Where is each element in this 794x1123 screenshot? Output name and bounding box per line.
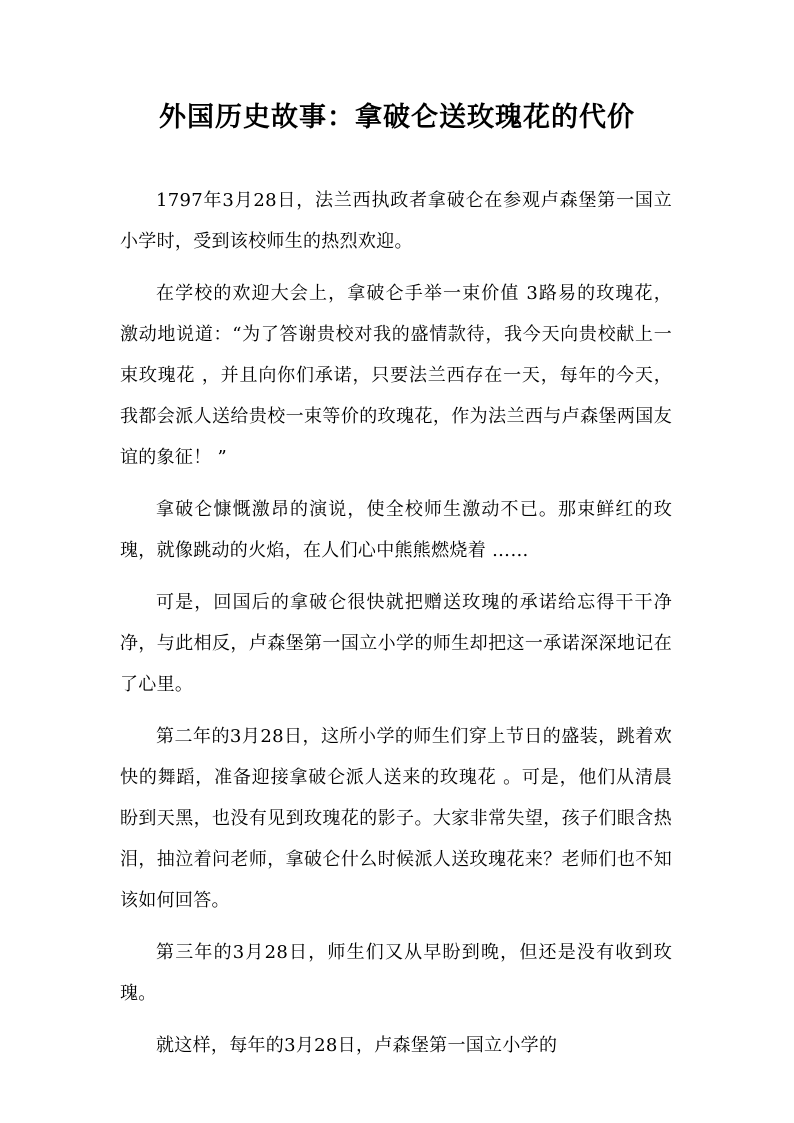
paragraph: 可是，回国后的拿破仑很快就把赠送玫瑰的承诺给忘得干干净净，与此相反，卢森堡第一国立小学的师生却把这一承诺深深地记在了心里。 <box>120 592 672 695</box>
paragraph: 1797年3月28日，法兰西执政者拿破仑在参观卢森堡第一国立小学时，受到该校师生的热烈欢迎。 <box>120 190 672 252</box>
paragraph: 在学校的欢迎大会上，拿破仑手举一束价值 3路易的玫瑰花， 激动地说道：“为了答谢贵校对我的盛情款待，我今天向贵校献上一束玫瑰花 ，并且向你们承诺，只要法兰西存在一天，每年的今天，我都会派人送给贵校一束等价的玫瑰花，作为法兰西与卢森堡两国友谊的象征！ ” <box>120 283 672 468</box>
paragraph: 拿破仑慷慨激昂的演说，使全校师生激动不已。那束鲜红的玫瑰，就像跳动的火焰，在人们心中熊熊燃烧着 …… <box>120 499 672 561</box>
paragraph: 第三年的3月28日，师生们又从早盼到晚，但还是没有收到玫瑰。 <box>120 942 672 1004</box>
document-body <box>120 180 672 1077</box>
paragraph: 就这样，每年的3月28日，卢森堡第一国立小学的 <box>156 1035 558 1056</box>
paragraph: 第二年的3月28日，这所小学的师生们穿上节日的盛装，跳着欢快的舞蹈，准备迎接拿破仑派人送来的玫瑰花 。可是，他们从清晨盼到天黑，也没有见到玫瑰花的影子。大家非常失望，孩子们眼含热泪，抽泣着问老师，拿破仑什么时候派人送玫瑰花来？老师们也不知该如何回答。 <box>120 726 672 911</box>
document-title: 外国历史故事：拿破仑送玫瑰花的代价 <box>159 102 635 133</box>
